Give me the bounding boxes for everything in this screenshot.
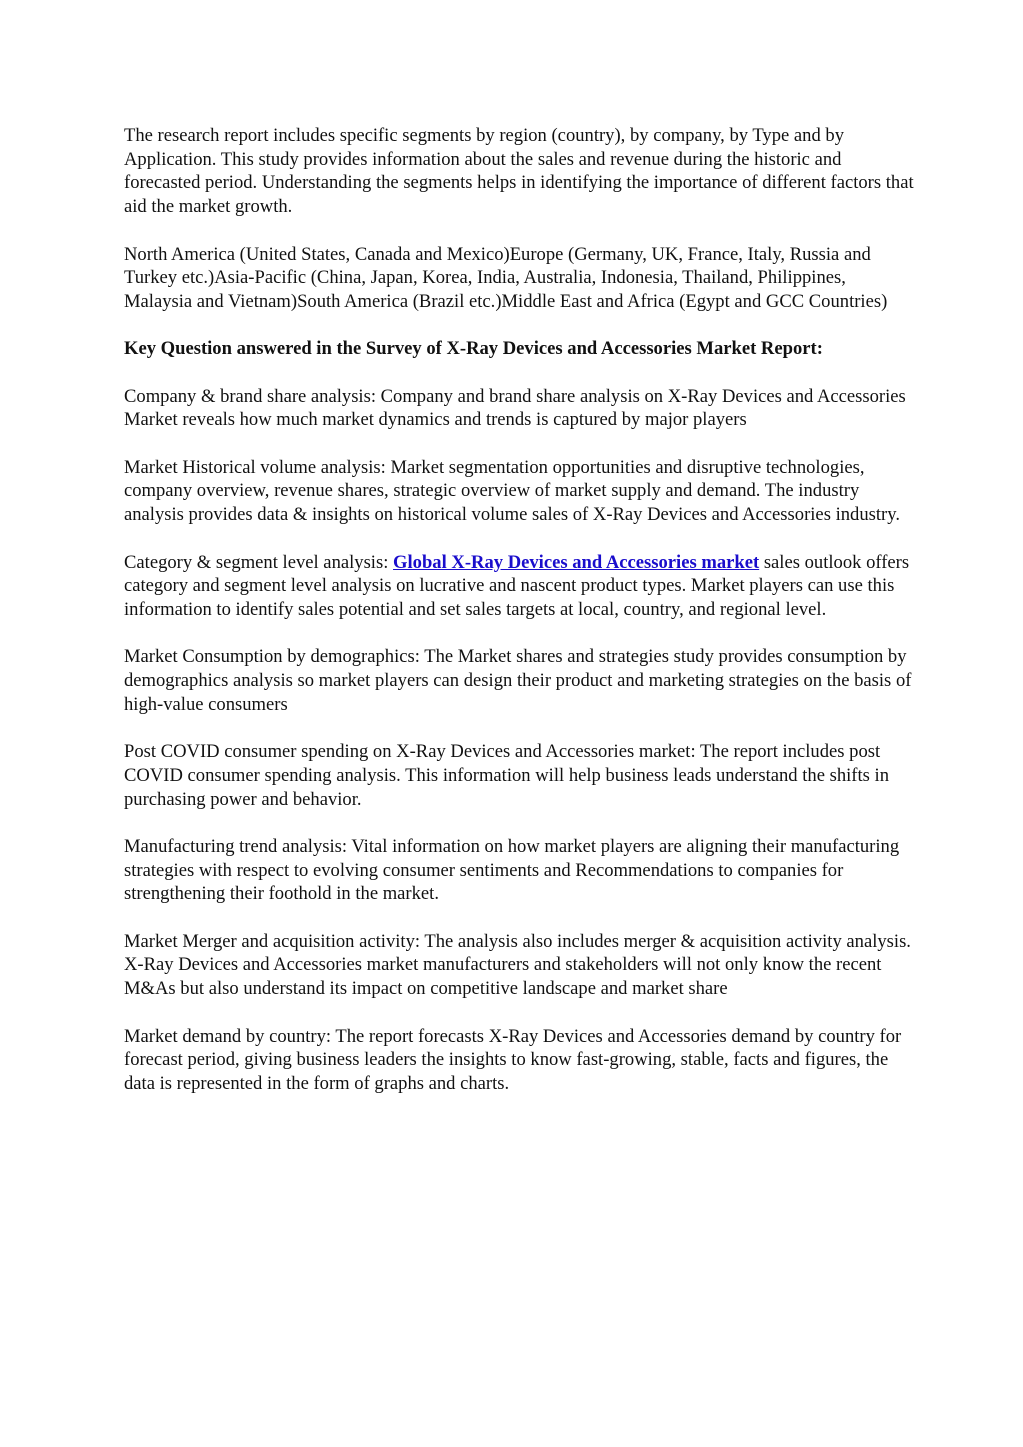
global-market-link[interactable]: Global X-Ray Devices and Accessories market	[393, 551, 760, 573]
section-heading: Key Question answered in the Survey of X-Ray Devices and Accessories Market Report:	[124, 338, 823, 360]
category-text-after: sales outlook offers category and segment level analysis on lucrative and nascent product types. Market players can use this information to identify sales potential and set sales targets at local, country, and regional level.	[124, 551, 910, 620]
covid-spending-paragraph: Post COVID consumer spending on X-Ray Devices and Accessories market: The report includes post COVID consumer spending analysis. This information will help business leads understand the shifts in purchasing power and behavior.	[124, 741, 890, 810]
category-text-before: Category & segment level analysis:	[124, 551, 394, 573]
document-body	[124, 124, 914, 1119]
manufacturing-trend-paragraph: Manufacturing trend analysis: Vital information on how market players are aligning their manufacturing strategies with respect to evolving consumer sentiments and Recommendations to companies for strengthening their foothold in the market.	[124, 835, 900, 905]
merger-acquisition-paragraph: Market Merger and acquisition activity: The analysis also includes merger & acquisition activity analysis. X-Ray Devices and Accessories market manufacturers and stakeholders will not only know the recent M&As but also understand its impact on competitive landscape and market share	[124, 930, 911, 1000]
demand-by-country-paragraph: Market demand by country: The report forecasts X-Ray Devices and Accessories demand by country for forecast period, giving business leaders the insights to know fast-growing, stable, facts and figures, the data is represented in the form of graphs and charts.	[124, 1025, 902, 1094]
regions-paragraph: North America (United States, Canada and Mexico)Europe (Germany, UK, France, Italy, Russia and Turkey etc.)Asia-Pacific (China, Japan, Korea, India, Australia, Indonesia, Thailand, Philippines, Malaysia and Vietnam)South America (Brazil etc.)Middle East and Africa (Egypt and GCC Countries)	[124, 243, 888, 312]
demographics-paragraph: Market Consumption by demographics: The Market shares and strategies study provides consumption by demographics analysis so market players can design their product and marketing strategies on the basis of high-value consumers	[124, 646, 912, 715]
intro-paragraph: The research report includes specific segments by region (country), by company, by Type and by Application. This study provides information about the sales and revenue during the historic and forecasted period. Understanding the segments helps in identifying the importance of different factors that aid the market growth.	[124, 125, 914, 218]
brand-share-paragraph: Company & brand share analysis: Company and brand share analysis on X-Ray Devices and Accessories Market reveals how much market dynamics and trends is captured by major players	[124, 385, 906, 431]
category-segment-paragraph	[124, 551, 914, 622]
historical-volume-paragraph: Market Historical volume analysis: Market segmentation opportunities and disruptive technologies, company overview, revenue shares, strategic overview of market supply and demand. The industry analysis provides data & insights on historical volume sales of X-Ray Devices and Accessories industry.	[124, 456, 900, 526]
